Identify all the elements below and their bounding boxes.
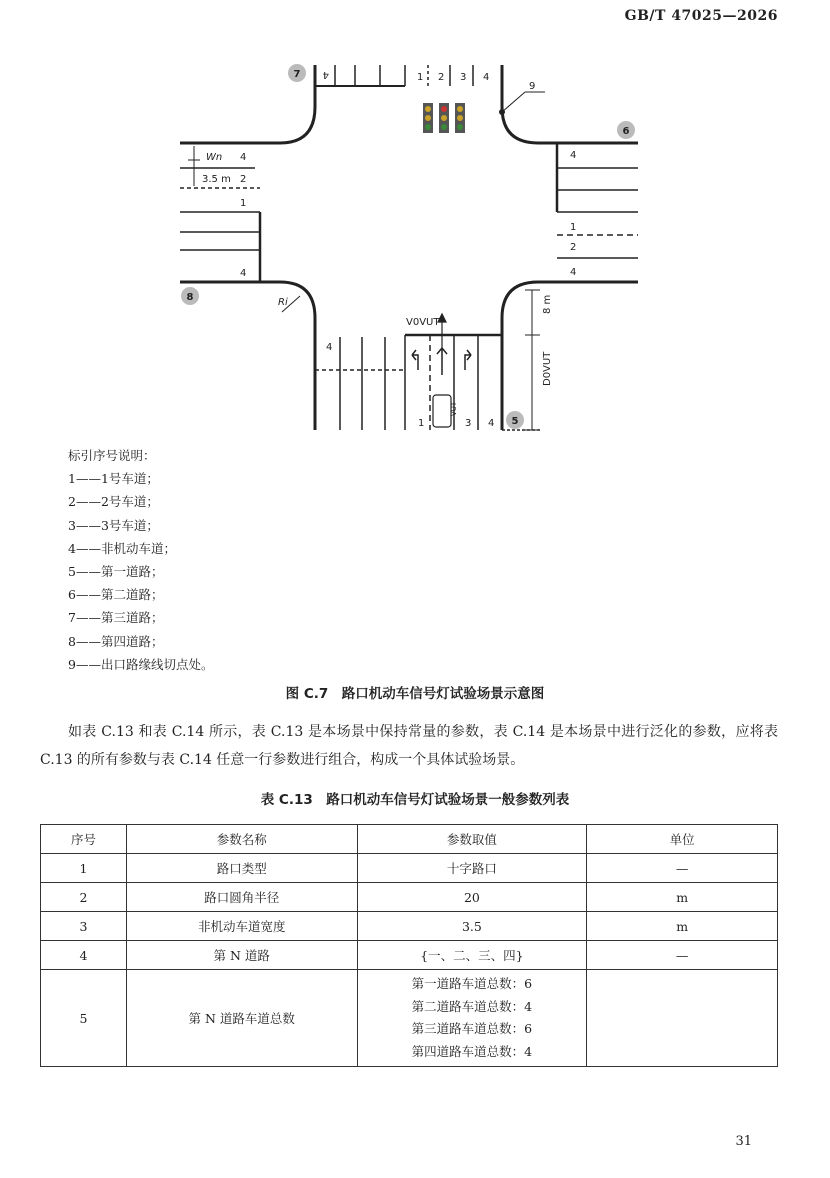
distance-label: 8 m [542, 294, 553, 314]
lane-num-right-1: 1 [570, 222, 577, 233]
svg-text:7: 7 [293, 69, 301, 80]
lane-num-bottom-1: 1 [418, 418, 425, 429]
table-row: 4 第 N 道路 {一、二、三、四} — [41, 941, 778, 970]
lane-num-top-1: 1 [417, 72, 424, 83]
svg-text:9: 9 [529, 81, 536, 92]
lane-num-bottom-4: 4 [488, 418, 495, 429]
top-road-markings [315, 65, 473, 86]
lane-count-line: 第四道路车道总数：4 [411, 1043, 533, 1059]
lane-count-line: 第二道路车道总数：4 [411, 998, 533, 1014]
table-caption: 表 C.13 路口机动车信号灯试验场景一般参数列表 [260, 792, 570, 808]
table-row: 5 第 N 道路车道总数 第一道路车道总数：6 第二道路车道总数：4 第三道路车道总数：6 第四道路车道总数：4 [41, 970, 778, 1067]
figure-legend [68, 444, 213, 676]
table-row: 2 路口圆角半径 20 m [41, 883, 778, 912]
table-row: 1 路口类型 十字路口 — [41, 854, 778, 883]
bottom-road-markings [315, 335, 540, 430]
lane-num-left-4b: 4 [240, 268, 247, 279]
lane-num-bottom-3: 3 [465, 418, 472, 429]
lane-num-left-4: 4 [240, 152, 247, 163]
legend-item: 7——第三道路； [68, 610, 164, 626]
body-paragraph: 如表 C.13 和表 C.14 所示，表 C.13 是本场景中保持常量的参数，表 C.14 是本场景中进行泛化的参数，应将表 C.13 的所有参数与表 C.14 任意一行参数进行组合，构成一个具体试验场景。 [40, 724, 778, 768]
lane-count-line: 第三道路车道总数：6 [411, 1021, 533, 1036]
svg-text:6: 6 [622, 126, 630, 137]
lane-num-left-2: 2 [240, 174, 247, 185]
lane-num-top-3: 3 [460, 72, 467, 83]
lane-num-bottom-4b: 4 [326, 342, 333, 353]
legend-item: 6——第二道路； [68, 587, 164, 603]
header-value: 参数取值 [357, 825, 587, 854]
legend-item: 2——2号车道； [68, 494, 159, 510]
wn-label: Wn [206, 152, 223, 163]
d0-label: D0VUT [542, 351, 553, 386]
legend-item: 1——1号车道； [68, 471, 159, 487]
lane-num-left-1: 1 [240, 198, 247, 209]
lane-num-top-4b: 4 [483, 72, 490, 83]
lane-num-right-2: 2 [570, 242, 577, 253]
lane-width-label: 3.5 m [202, 174, 231, 185]
standard-code: GB/T 47025—2026 [624, 8, 778, 24]
lane-arrows [412, 348, 471, 375]
lane-num-right-4b: 4 [570, 267, 577, 278]
parameter-table [40, 824, 778, 1067]
header-name: 参数名称 [126, 825, 357, 854]
legend-title: 标引序号说明： [68, 448, 156, 463]
table-header-row [41, 825, 778, 854]
v0-label: V0VUT [406, 317, 440, 328]
lane-num-top-2: 2 [438, 72, 445, 83]
svg-text:VUT: VUT [450, 401, 458, 416]
svg-text:5: 5 [511, 416, 519, 427]
page-number: 31 [735, 1134, 752, 1149]
header-unit: 单位 [587, 825, 778, 854]
table-row: 3 非机动车道宽度 3.5 m [41, 912, 778, 941]
lane-num-right-4: 4 [570, 150, 577, 161]
figure-caption: 图 C.7 路口机动车信号灯试验场景示意图 [285, 686, 545, 702]
intersection-diagram [160, 50, 650, 435]
legend-item: 9——出口路缘线切点处。 [68, 656, 214, 672]
legend-item: 4——非机动车道； [68, 540, 176, 556]
lane-count-line: 第一道路车道总数：6 [411, 976, 533, 991]
legend-item: 5——第一道路； [68, 564, 164, 580]
legend-item: 3——3号车道； [68, 517, 159, 533]
header-no: 序号 [41, 825, 127, 854]
svg-text:8: 8 [186, 292, 194, 303]
legend-item: 8——第四道路； [68, 633, 164, 649]
left-road-markings [180, 146, 260, 282]
traffic-light-icon [423, 103, 465, 133]
radius-label: Ri [278, 297, 288, 308]
lane-num-top-4: 4 [322, 69, 329, 80]
exit-curb-tangent-marker [499, 81, 545, 115]
dimension-lines [525, 290, 540, 430]
